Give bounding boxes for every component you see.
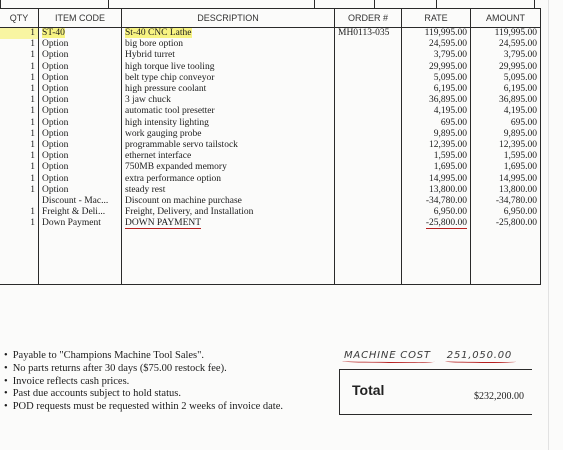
row-description-text: belt type chip conveyor [125,72,215,83]
row-item-code [39,39,122,50]
row-item-code-text: Option [42,39,69,50]
row-rate-text: 119,995.00 [424,28,467,39]
row-qty-text: 1 [30,128,35,139]
row-amount [471,50,541,61]
row-item-code-text: Freight & Deli... [42,207,106,218]
table-row [0,185,541,196]
row-order-number [335,140,402,151]
row-amount [471,129,541,140]
row-amount-text: 5,095.00 [503,72,537,83]
row-description-text: ethernet interface [125,151,192,162]
row-amount [471,39,541,50]
row-order-number-text: MH0113-035 [338,28,390,39]
row-item-code-text: Option [42,173,69,184]
row-order-number [335,151,402,162]
row-qty [0,218,39,229]
row-item-code-text: Discount - Mac... [42,195,109,206]
row-rate [402,62,471,73]
row-amount [471,62,541,73]
row-qty [0,207,39,218]
row-amount-text: 695.00 [510,117,537,128]
row-rate-text: 13,800.00 [429,184,467,195]
row-description [122,162,335,173]
row-qty-text: 1 [30,106,35,117]
row-rate [402,129,471,140]
row-order-number [335,62,402,73]
row-description-text: Freight, Delivery, and Installation [125,207,254,218]
row-amount [471,151,541,162]
row-order-number [335,173,402,184]
row-amount [471,162,541,173]
table-row [0,50,541,61]
row-item-code [39,95,122,106]
row-description [122,28,335,40]
row-item-code-text: Option [42,128,69,139]
table-row [0,207,541,218]
table-row [0,173,541,184]
row-item-code [39,207,122,218]
row-description-text: DOWN PAYMENT [125,218,202,229]
row-rate-text: 695.00 [440,117,467,128]
row-item-code [39,73,122,84]
row-rate-text: 4,195.00 [433,106,467,117]
table-row [0,151,541,162]
row-item-code-text: Option [42,72,69,83]
note-item: • Payable to "Champions Machine Tool Sales". [4,350,283,363]
header-description: DESCRIPTION [122,9,335,28]
table-row [0,73,541,84]
row-qty-text: 1 [30,95,35,106]
row-amount [471,95,541,106]
row-rate [402,39,471,50]
row-rate-text: -25,800.00 [425,218,467,229]
row-qty-text: 1 [30,84,35,95]
table-row [0,118,541,129]
row-description-text: extra performance option [125,173,222,184]
row-description-text: 3 jaw chuck [125,95,171,106]
row-description [122,207,335,218]
row-amount-text: 36,895.00 [499,95,537,106]
row-order-number [335,207,402,218]
row-qty-text: 1 [30,173,35,184]
row-rate [402,50,471,61]
row-order-number [335,95,402,106]
row-qty-text: 1 [30,151,35,162]
row-amount-text: -25,800.00 [495,218,537,229]
row-amount-text: 29,995.00 [499,61,537,72]
row-amount-text: 6,950.00 [503,207,537,218]
header-amount: AMOUNT [471,9,541,28]
header-qty: QTY [0,9,39,28]
row-amount [471,140,541,151]
row-description [122,196,335,207]
row-rate [402,218,471,229]
row-order-number [335,106,402,117]
note-item: • Invoice reflects cash prices. [4,376,283,389]
row-qty [0,173,39,184]
row-rate-text: 24,595.00 [429,39,467,50]
row-item-code [39,62,122,73]
row-order-number [335,196,402,207]
table-body [0,28,541,285]
row-rate-text: 14,995.00 [429,173,467,184]
table-row [0,28,541,40]
total-box [339,369,532,415]
row-rate-text: 9,895.00 [433,128,467,139]
row-amount [471,173,541,184]
row-description [122,129,335,140]
row-qty [0,140,39,151]
row-description [122,140,335,151]
row-qty [0,39,39,50]
row-rate-text: 3,795.00 [433,50,467,61]
row-order-number [335,84,402,95]
row-description-text: high pressure coolant [125,84,207,95]
row-qty [0,62,39,73]
row-amount [471,196,541,207]
table-row [0,106,541,117]
row-qty-text: 1 [30,50,35,61]
row-amount [471,84,541,95]
row-description-text: St-40 CNC Lathe [125,28,192,39]
handwritten-value: 251,050.00 [446,350,513,361]
table-row [0,218,541,229]
row-amount-text: 3,795.00 [503,50,537,61]
row-qty [0,196,39,207]
table-filler-row [0,229,541,284]
row-description-text: programmable servo tailstock [125,139,238,150]
row-amount-text: 1,695.00 [503,162,537,173]
row-order-number [335,50,402,61]
row-description [122,173,335,184]
total-label: Total [352,382,385,398]
row-rate-text: 1,695.00 [433,162,467,173]
row-qty [0,129,39,140]
row-qty-text: 1 [30,28,35,39]
table-header-row [0,9,541,28]
table-row [0,62,541,73]
row-rate-text: 5,095.00 [433,72,467,83]
row-description [122,106,335,117]
row-item-code [39,185,122,196]
row-amount-text: 9,895.00 [503,128,537,139]
row-item-code-text: Option [42,162,69,173]
row-description [122,185,335,196]
row-rate [402,196,471,207]
row-amount [471,73,541,84]
row-rate [402,28,471,40]
row-amount-text: 24,595.00 [499,39,537,50]
row-rate [402,207,471,218]
row-rate [402,106,471,117]
row-description [122,118,335,129]
row-qty-text: 1 [30,207,35,218]
row-rate [402,118,471,129]
row-rate-text: 6,195.00 [433,84,467,95]
note-item: • Past due accounts subject to hold status. [4,388,283,401]
row-qty-text: 1 [30,184,35,195]
table-row [0,95,541,106]
row-item-code-text: Option [42,84,69,95]
invoice-line-items-table [0,8,541,285]
row-qty-text: 1 [30,162,35,173]
row-item-code-text: Option [42,95,69,106]
row-item-code [39,106,122,117]
row-qty-text: 1 [30,139,35,150]
row-rate [402,173,471,184]
row-amount [471,118,541,129]
row-rate-text: 12,395.00 [429,139,467,150]
row-description-text: 750MB expanded memory [125,162,227,173]
note-item: • No parts returns after 30 days ($75.00 restock fee). [4,363,283,376]
table-row [0,196,541,207]
row-qty [0,73,39,84]
page-edge [548,0,549,450]
row-description [122,84,335,95]
row-amount-text: 119,995.00 [494,28,537,39]
handwritten-machine-cost [344,350,512,361]
row-qty [0,95,39,106]
row-amount [471,106,541,117]
row-description [122,151,335,162]
row-description-text: high intensity lighting [125,117,209,128]
row-item-code-text: Down Payment [42,218,101,229]
row-qty [0,162,39,173]
table-row [0,129,541,140]
row-order-number [335,118,402,129]
row-qty [0,84,39,95]
row-description-text: big bore option [125,39,184,50]
row-item-code [39,162,122,173]
row-qty-text: 1 [30,72,35,83]
row-qty [0,28,39,40]
row-description-text: Discount on machine purchase [125,195,242,206]
row-order-number [335,28,402,40]
row-amount [471,28,541,40]
row-description-text: high torque live tooling [125,61,215,72]
row-rate [402,73,471,84]
row-item-code [39,28,122,40]
table-row [0,140,541,151]
row-rate [402,185,471,196]
row-description [122,218,335,229]
row-item-code [39,50,122,61]
row-rate [402,140,471,151]
row-item-code-text: Option [42,139,69,150]
row-order-number [335,129,402,140]
row-amount-text: 6,195.00 [503,84,537,95]
row-item-code [39,84,122,95]
row-item-code [39,129,122,140]
row-rate-text: 6,950.00 [433,207,467,218]
row-item-code-text: Option [42,151,69,162]
row-item-code [39,151,122,162]
row-description [122,39,335,50]
table-row [0,84,541,95]
row-item-code-text: Option [42,61,69,72]
row-item-code-text: Option [42,184,69,195]
row-description-text: Hybrid turret [125,50,175,61]
row-order-number [335,39,402,50]
row-order-number [335,218,402,229]
row-item-code-text: Option [42,106,69,117]
row-rate-text: 29,995.00 [429,61,467,72]
header-rate: RATE [402,9,471,28]
row-description-text: work gauging probe [125,128,202,139]
row-qty-text: 1 [30,61,35,72]
row-item-code [39,218,122,229]
row-item-code-text: Option [42,50,69,61]
row-amount-text: 12,395.00 [499,139,537,150]
row-amount [471,185,541,196]
row-description [122,62,335,73]
table-row [0,39,541,50]
row-description-text: steady rest [125,184,166,195]
row-qty [0,106,39,117]
row-item-code-text: Option [42,117,69,128]
row-item-code-text: ST-40 [42,28,65,39]
row-order-number [335,73,402,84]
row-qty [0,151,39,162]
row-rate [402,151,471,162]
handwritten-label: MACHINE COST [344,350,431,361]
row-item-code [39,140,122,151]
row-qty [0,50,39,61]
row-rate-text: 36,895.00 [429,95,467,106]
header-item-code: ITEM CODE [39,9,122,28]
row-amount-text: 14,995.00 [499,173,537,184]
row-order-number [335,185,402,196]
note-item: • POD requests must be requested within 2 weeks of invoice date. [4,401,283,414]
row-rate-text: 1,595.00 [433,151,467,162]
top-rule [0,0,535,8]
total-value: $232,200.00 [474,391,524,402]
row-rate [402,162,471,173]
row-amount [471,207,541,218]
row-order-number [335,162,402,173]
row-rate [402,95,471,106]
row-item-code [39,118,122,129]
row-rate [402,84,471,95]
row-description [122,73,335,84]
row-item-code [39,173,122,184]
row-qty-text: 1 [30,39,35,50]
row-description [122,50,335,61]
row-description [122,95,335,106]
table-row [0,162,541,173]
row-amount-text: 4,195.00 [503,106,537,117]
row-rate-text: -34,780.00 [425,195,467,206]
header-order-number: ORDER # [335,9,402,28]
row-item-code [39,196,122,207]
row-description-text: automatic tool presetter [125,106,215,117]
row-qty [0,185,39,196]
row-amount-text: 13,800.00 [499,184,537,195]
row-amount-text: -34,780.00 [495,195,537,206]
row-qty-text: 1 [30,117,35,128]
row-amount [471,218,541,229]
row-qty [0,118,39,129]
payment-notes-list [4,350,283,414]
row-qty-text: 1 [30,218,35,229]
row-amount-text: 1,595.00 [503,151,537,162]
